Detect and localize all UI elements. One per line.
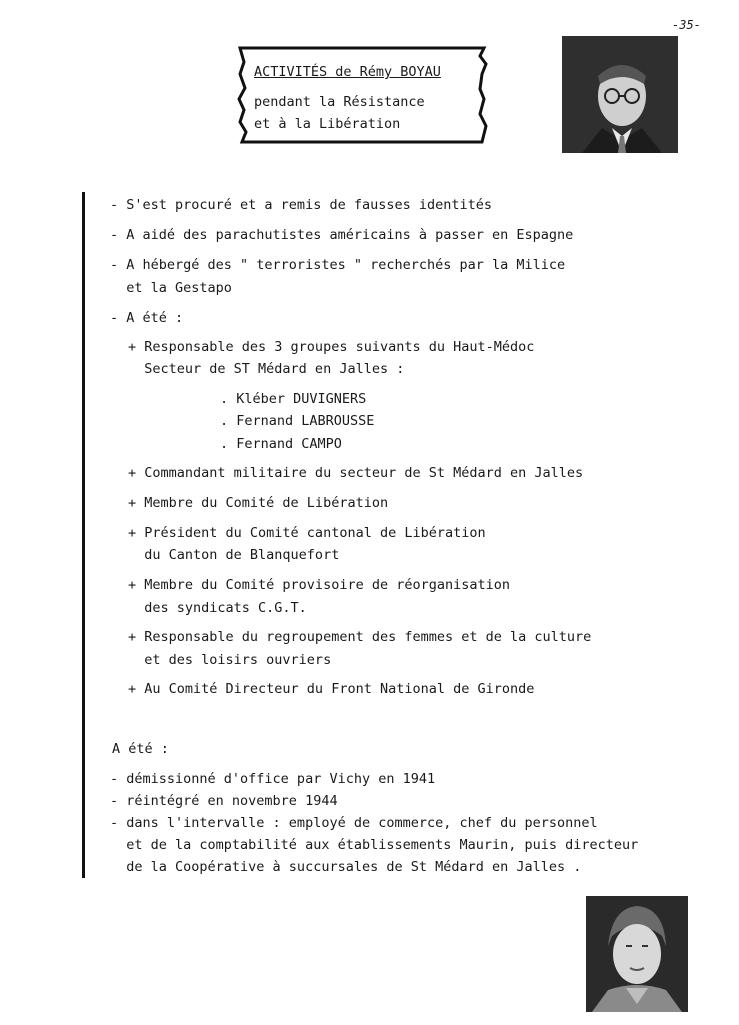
career-line: - démissionné d'office par Vichy en 1941 bbox=[110, 771, 436, 787]
sub-activity-line: + Président du Comité cantonal de Libération bbox=[128, 525, 486, 541]
group-leader: . Kléber DUVIGNERS bbox=[220, 391, 367, 407]
career-line: de la Coopérative à succursales de St Médard en Jalles . bbox=[110, 859, 582, 875]
activity-line: - A hébergé des " terroristes " recherchés par la Milice bbox=[110, 257, 566, 273]
sub-activity-line: + Membre du Comité provisoire de réorganisation bbox=[128, 577, 511, 593]
sub-activity-line: + Membre du Comité de Libération bbox=[128, 495, 389, 511]
title-name: ACTIVITÉS de Rémy BOYAU bbox=[254, 64, 441, 80]
portrait-woman-icon bbox=[586, 896, 688, 1012]
sub-activity-line: du Canton de Blanquefort bbox=[128, 547, 340, 563]
sub-activity-line: + Responsable du regroupement des femmes et de la culture bbox=[128, 629, 592, 645]
sub-activity-line: + Au Comité Directeur du Front National de Gironde bbox=[128, 681, 535, 697]
sub-activity-line: des syndicats C.G.T. bbox=[128, 600, 307, 616]
career-line: - dans l'intervalle : employé de commerce, chef du personnel bbox=[110, 815, 598, 831]
activity-line: et la Gestapo bbox=[110, 280, 232, 296]
title-subtitle-1: pendant la Résistance bbox=[254, 94, 425, 110]
page-number: -35- bbox=[672, 18, 701, 32]
career-heading: A été : bbox=[112, 741, 169, 757]
career-line: et de la comptabilité aux établissements Maurin, puis directeur bbox=[110, 837, 639, 853]
career-line: - réintégré en novembre 1944 bbox=[110, 793, 338, 809]
portrait-man-icon bbox=[562, 36, 678, 153]
sub-activity-line: et des loisirs ouvriers bbox=[128, 652, 332, 668]
sub-activity-line: + Responsable des 3 groupes suivants du Haut-Médoc bbox=[128, 339, 535, 355]
sub-activity-line: + Commandant militaire du secteur de St Médard en Jalles bbox=[128, 465, 584, 481]
activity-line: - S'est procuré et a remis de fausses identités bbox=[110, 197, 493, 213]
activity-line: - A été : bbox=[110, 310, 184, 326]
margin-bar bbox=[82, 192, 85, 878]
title-subtitle-2: et à la Libération bbox=[254, 116, 401, 132]
group-leader: . Fernand LABROUSSE bbox=[220, 413, 375, 429]
sub-activity-line: Secteur de ST Médard en Jalles : bbox=[128, 361, 405, 377]
activity-line: - A aidé des parachutistes américains à passer en Espagne bbox=[110, 227, 574, 243]
group-leader: . Fernand CAMPO bbox=[220, 436, 342, 452]
